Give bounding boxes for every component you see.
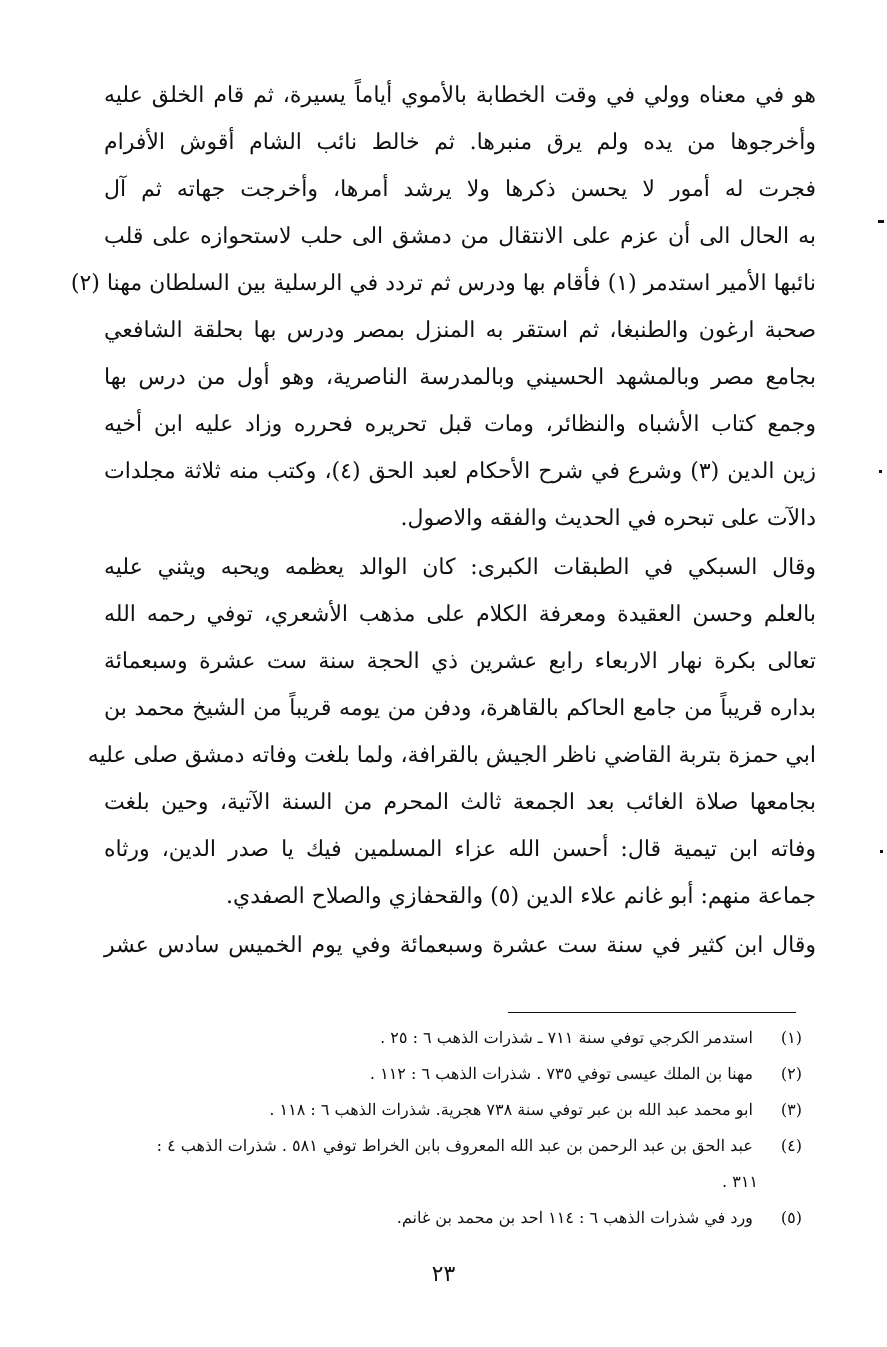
text-line: بالعلم وحسن العقيدة ومعرفة الكلام على مذهب الأشعري، توفي رحمه الله: [104, 602, 816, 627]
footnote-4-continuation: [96, 1164, 802, 1200]
footnote-text: استدمر الكرجي توفي سنة ٧١١ ـ شذرات الذهب ٦ : ٢٥ .: [380, 1028, 753, 1047]
text-line: وقال السبكي في الطبقات الكبرى: كان الوالد يعظمه ويحبه ويثني عليه: [104, 555, 816, 580]
margin-mark: [880, 850, 883, 853]
text-line: تعالى بكرة نهار الاربعاء رابع عشرين ذي الحجة سنة ست عشرة وسبعمائة: [104, 649, 816, 674]
footnote-text: ورد في شذرات الذهب ٦ : ١١٤ احد بن محمد بن غانم.: [396, 1208, 753, 1227]
text-line: نائبها الأمير استدمر (١) فأقام بها ودرس ثم تردد في الرسلية بين السلطان مهنا (٢): [70, 271, 816, 296]
margin-mark: [879, 470, 882, 473]
footnotes: [96, 1020, 802, 1236]
body-paragraph-3: [104, 922, 816, 969]
footnote-number: (٣): [780, 1100, 802, 1119]
page-number: ٢٣: [431, 1262, 456, 1287]
footnote-1: [96, 1020, 802, 1056]
footnote-4: [96, 1128, 802, 1164]
text-line: فجرت له أمور لا يحسن ذكرها ولا يرشد أمرها، وأخرجت جهاته ثم آل: [104, 177, 816, 202]
text-line: ابي حمزة بتربة القاضي ناظر الجيش بالقرافة، ولما بلغت وفاته دمشق صلى عليه: [87, 743, 816, 768]
footnote-2: [96, 1056, 802, 1092]
text-line: وجمع كتاب الأشباه والنظائر، ومات قبل تحريره فحرره وزاد عليه ابن أخيه: [104, 412, 816, 437]
text-line: بجامعها صلاة الغائب بعد الجمعة ثالث المحرم من السنة الآتية، وحين بلغت: [104, 790, 816, 815]
text-line: وقال ابن كثير في سنة ست عشرة وسبعمائة وفي يوم الخميس سادس عشر: [104, 933, 816, 958]
text-line: هو في معناه وولي في وقت الخطابة بالأموي أياماً يسيرة، ثم قام الخلق عليه: [104, 83, 816, 108]
body-paragraph-1: [70, 72, 817, 542]
margin-mark: [878, 220, 884, 223]
body-paragraph-2: [87, 544, 816, 920]
footnote-number: (٢): [780, 1064, 802, 1083]
text-line: وفاته ابن تيمية قال: أحسن الله عزاء المسلمين فيك يا صدر الدين، ورثاه: [104, 837, 816, 862]
text-line: وأخرجوها من يده ولم يرق منبرها. ثم خالط نائب الشام أقوش الأفرام: [104, 130, 816, 155]
footnote-text: مهنا بن الملك عيسى توفي ٧٣٥ . شذرات الذهب ٦ : ١١٢ .: [369, 1064, 753, 1083]
footnote-number: (١): [780, 1028, 802, 1047]
footnote-number: (٤): [780, 1136, 802, 1155]
footnote-3: [96, 1092, 802, 1128]
text-line: بجامع مصر وبالمشهد الحسيني وبالمدرسة الناصرية، وهو أول من درس بها: [104, 365, 816, 390]
text-line: دالآت على تبحره في الحديث والفقه والاصول.: [400, 506, 816, 531]
footnote-separator: [508, 1012, 796, 1013]
text-line: زين الدين (٣) وشرع في شرح الأحكام لعبد الحق (٤)، وكتب منه ثلاثة مجلدات: [104, 459, 817, 484]
text-line: صحبة ارغون والطنبغا، ثم استقر به المنزل بمصر ودرس بها بحلقة الشافعي: [104, 318, 816, 343]
text-line: بداره قريباً من جامع الحاكم بالقاهرة، ودفن من يومه قريباً من الشيخ محمد بن: [104, 696, 816, 721]
footnote-5: [96, 1200, 802, 1236]
text-line: به الحال الى أن عزم على الانتقال من دمشق الى حلب لاستحوازه على قلب: [104, 224, 816, 249]
footnote-text: عبد الحق بن عبد الرحمن بن عبد الله المعروف بابن الخراط توفي ٥٨١ . شذرات الذهب ٤ :: [156, 1136, 753, 1155]
text-line: جماعة منهم: أبو غانم علاء الدين (٥) والقحفازي والصلاح الصفدي.: [226, 884, 816, 909]
footnote-number: (٥): [780, 1208, 802, 1227]
footnote-text: ٣١١ .: [722, 1172, 758, 1191]
footnote-text: ابو محمد عبد الله بن عبر توفي سنة ٧٣٨ هجرية. شذرات الذهب ٦ : ١١٨ .: [269, 1100, 753, 1119]
